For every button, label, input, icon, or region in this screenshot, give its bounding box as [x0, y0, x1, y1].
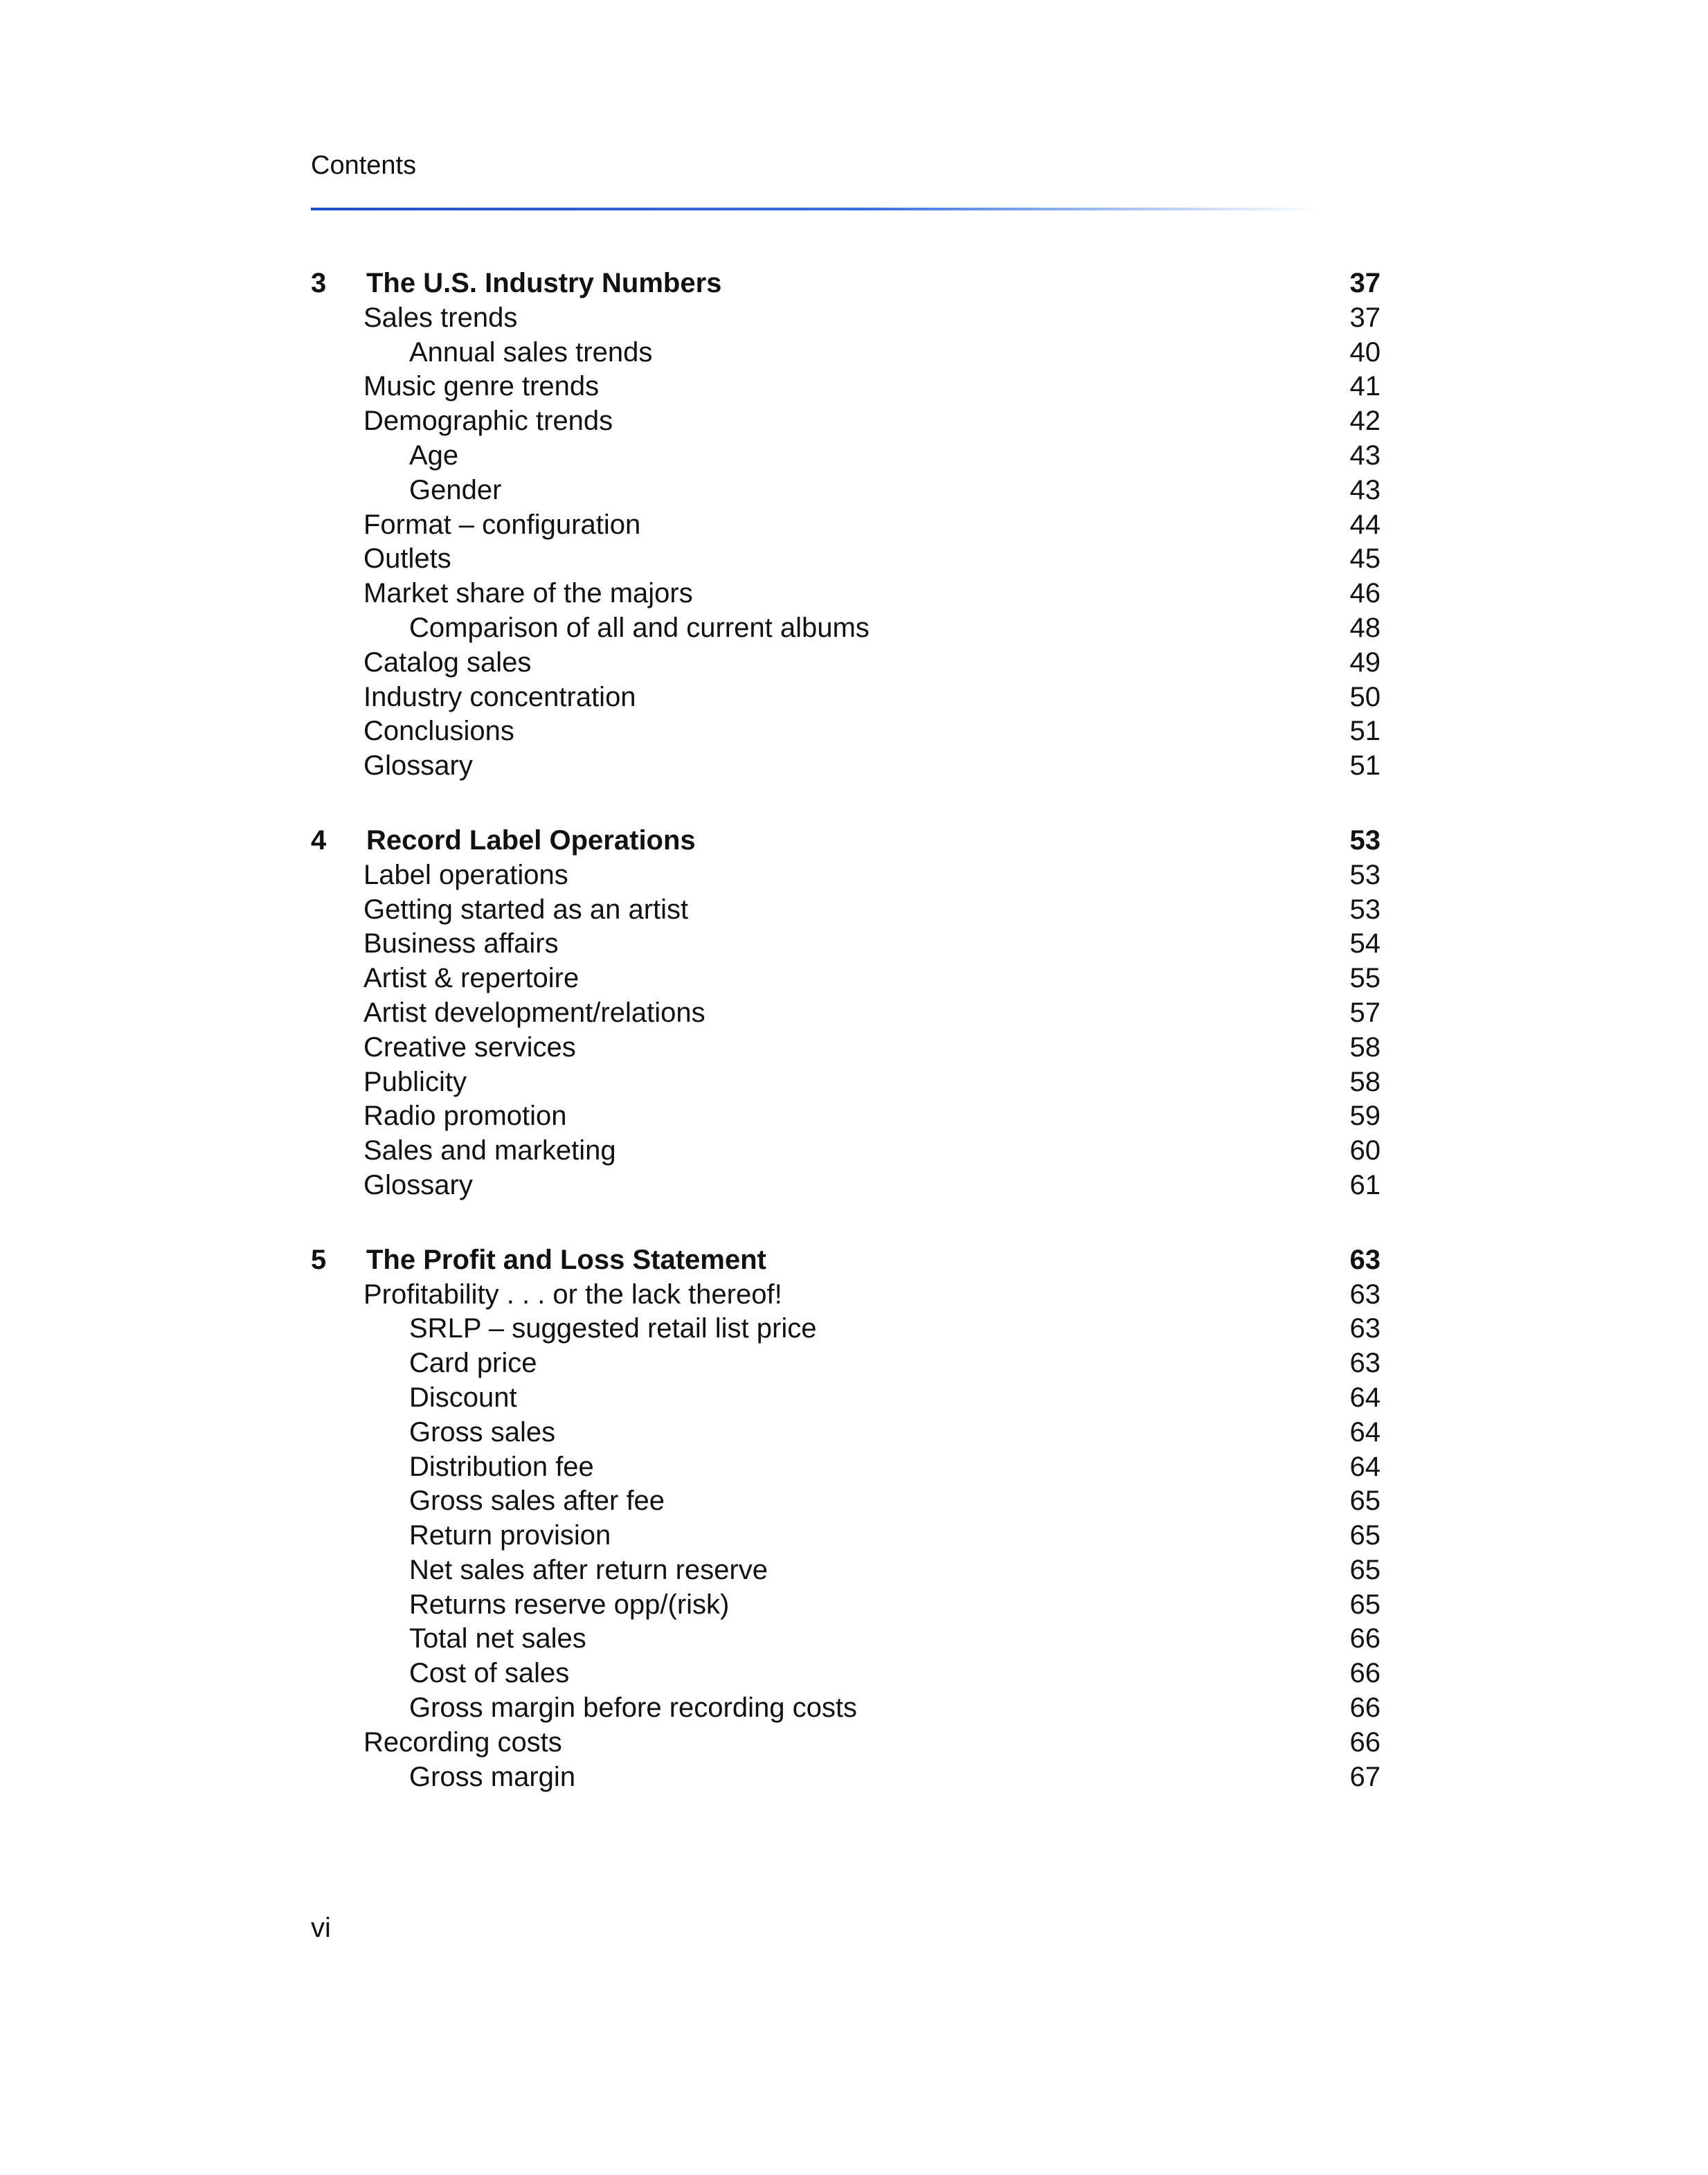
- entry-label: Market share of the majors: [363, 578, 693, 609]
- chapter-number: 5: [311, 1244, 327, 1275]
- entry-page-number: 41: [1349, 371, 1381, 402]
- entry-label: Distribution fee: [409, 1451, 594, 1482]
- entry-page-number: 43: [1349, 440, 1381, 471]
- chapter-heading[interactable]: [311, 1243, 1381, 1278]
- entry-page-number: 53: [1349, 894, 1381, 925]
- toc-subentry[interactable]: [311, 473, 1381, 508]
- entry-label: Return provision: [409, 1520, 611, 1551]
- chapter-heading[interactable]: [311, 267, 1381, 301]
- entry-page-number: 53: [1349, 859, 1381, 890]
- entry-page-number: 37: [1349, 302, 1381, 333]
- entry-page-number: 65: [1349, 1554, 1381, 1585]
- toc-subentry[interactable]: [311, 1381, 1381, 1416]
- chapter-title: The Profit and Loss Statement: [366, 1244, 766, 1275]
- entry-page-number: 65: [1349, 1520, 1381, 1551]
- chapter-title: The U.S. Industry Numbers: [366, 268, 722, 298]
- entry-page-number: 45: [1349, 543, 1381, 575]
- entry-page-number: 66: [1349, 1726, 1381, 1758]
- entry-page-number: 50: [1349, 681, 1381, 712]
- entry-page-number: 64: [1349, 1416, 1381, 1447]
- toc-entry[interactable]: [311, 858, 1381, 893]
- chapter-title: Record Label Operations: [366, 824, 696, 856]
- toc-subentry[interactable]: [311, 1312, 1381, 1346]
- entry-label: Glossary: [363, 750, 473, 782]
- toc-entry[interactable]: [311, 1278, 1381, 1312]
- entry-label: Recording costs: [363, 1726, 562, 1758]
- entry-page-number: 57: [1349, 997, 1381, 1028]
- entry-label: Gross sales after fee: [409, 1486, 665, 1517]
- entry-page-number: 55: [1349, 963, 1381, 994]
- entry-label: Discount: [409, 1382, 517, 1413]
- entry-label: Comparison of all and current albums: [409, 612, 870, 643]
- entry-label: Age: [409, 440, 459, 471]
- toc-entry[interactable]: [311, 962, 1381, 996]
- entry-page-number: 65: [1349, 1589, 1381, 1620]
- entry-page-number: 58: [1349, 1031, 1381, 1063]
- toc-chapter: [311, 267, 1381, 784]
- toc-subentry[interactable]: [311, 611, 1381, 646]
- page-folio: vi: [311, 1913, 331, 1943]
- entry-label: Format – configuration: [363, 509, 641, 540]
- entry-label: Gender: [409, 474, 502, 505]
- chapter-number: 3: [311, 268, 327, 298]
- toc-subentry[interactable]: [311, 1588, 1381, 1623]
- entry-label: Conclusions: [363, 716, 514, 747]
- entry-label: Glossary: [363, 1169, 473, 1200]
- toc-entry[interactable]: [311, 1726, 1381, 1760]
- entry-page-number: 44: [1349, 509, 1381, 540]
- entry-label: Sales and marketing: [363, 1135, 616, 1166]
- toc-entry[interactable]: [311, 893, 1381, 928]
- entry-page-number: 66: [1349, 1658, 1381, 1689]
- toc-entry[interactable]: [311, 542, 1381, 577]
- entry-label: Net sales after return reserve: [409, 1554, 768, 1585]
- header-rule: [311, 208, 1322, 210]
- toc-entry[interactable]: [311, 714, 1381, 749]
- entry-page-number: 65: [1349, 1486, 1381, 1517]
- entry-page-number: 61: [1349, 1169, 1381, 1200]
- entry-page-number: 66: [1349, 1693, 1381, 1724]
- toc-subentry[interactable]: [311, 1622, 1381, 1657]
- toc-chapter: [311, 1243, 1381, 1795]
- toc-entry[interactable]: [311, 1031, 1381, 1065]
- entry-page-number: 46: [1349, 578, 1381, 609]
- entry-label: Business affairs: [363, 928, 559, 959]
- entry-label: Gross margin before recording costs: [409, 1693, 857, 1724]
- entry-label: Returns reserve opp/(risk): [409, 1589, 730, 1620]
- toc-entry[interactable]: [311, 996, 1381, 1031]
- toc-entry[interactable]: [311, 646, 1381, 680]
- entry-page-number: 63: [1349, 1279, 1381, 1310]
- toc-chapter: [311, 824, 1381, 1203]
- toc-subentry[interactable]: [311, 1760, 1381, 1795]
- chapter-number: 4: [311, 824, 327, 856]
- entry-label: Card price: [409, 1348, 537, 1379]
- toc-subentry[interactable]: [311, 1691, 1381, 1726]
- entry-label: Music genre trends: [363, 371, 600, 402]
- toc-subentry[interactable]: [311, 1553, 1381, 1588]
- entry-page-number: 63: [1349, 1313, 1381, 1344]
- entry-label: Total net sales: [409, 1623, 586, 1654]
- toc-entry[interactable]: [311, 1134, 1381, 1168]
- entry-page-number: 48: [1349, 612, 1381, 643]
- toc-entry[interactable]: [311, 301, 1381, 336]
- entry-page-number: 58: [1349, 1066, 1381, 1097]
- entry-label: Cost of sales: [409, 1658, 570, 1689]
- toc-entry[interactable]: [311, 1065, 1381, 1100]
- toc-entry[interactable]: [311, 404, 1381, 439]
- toc-subentry[interactable]: [311, 1416, 1381, 1450]
- toc-entry[interactable]: [311, 680, 1381, 715]
- entry-page-number: 42: [1349, 406, 1381, 437]
- entry-page-number: 51: [1349, 750, 1381, 782]
- chapter-page-number: 53: [1349, 824, 1381, 856]
- entry-label: Artist & repertoire: [363, 963, 579, 994]
- entry-label: Artist development/relations: [363, 997, 705, 1028]
- entry-page-number: 43: [1349, 474, 1381, 505]
- entry-label: Annual sales trends: [409, 336, 653, 368]
- table-of-contents: [311, 267, 1381, 1794]
- entry-page-number: 64: [1349, 1451, 1381, 1482]
- entry-label: Profitability . . . or the lack thereof!: [363, 1279, 782, 1310]
- entry-label: Label operations: [363, 859, 568, 890]
- toc-entry[interactable]: [311, 508, 1381, 543]
- toc-subentry[interactable]: [311, 1484, 1381, 1519]
- toc-entry[interactable]: [311, 927, 1381, 962]
- toc-subentry[interactable]: [311, 336, 1381, 370]
- entry-page-number: 64: [1349, 1382, 1381, 1413]
- entry-label: Outlets: [363, 543, 451, 575]
- entry-page-number: 63: [1349, 1348, 1381, 1379]
- entry-page-number: 40: [1349, 336, 1381, 368]
- toc-entry[interactable]: [311, 1099, 1381, 1134]
- entry-label: Sales trends: [363, 302, 518, 333]
- entry-page-number: 49: [1349, 647, 1381, 678]
- entry-page-number: 66: [1349, 1623, 1381, 1654]
- entry-page-number: 51: [1349, 716, 1381, 747]
- entry-label: Gross sales: [409, 1416, 556, 1447]
- toc-subentry[interactable]: [311, 1346, 1381, 1381]
- entry-label: Demographic trends: [363, 406, 613, 437]
- chapter-heading[interactable]: [311, 824, 1381, 858]
- toc-subentry[interactable]: [311, 1519, 1381, 1553]
- entry-label: Publicity: [363, 1066, 467, 1097]
- toc-entry[interactable]: [311, 749, 1381, 784]
- entry-label: Industry concentration: [363, 681, 636, 712]
- entry-label: Catalog sales: [363, 647, 532, 678]
- entry-label: Getting started as an artist: [363, 894, 689, 925]
- running-head: Contents: [311, 151, 417, 180]
- chapter-page-number: 37: [1349, 268, 1381, 298]
- entry-label: Creative services: [363, 1031, 576, 1063]
- entry-page-number: 54: [1349, 928, 1381, 959]
- toc-subentry[interactable]: [311, 439, 1381, 473]
- toc-entry[interactable]: [311, 1168, 1381, 1203]
- entry-page-number: 60: [1349, 1135, 1381, 1166]
- entry-label: Gross margin: [409, 1761, 576, 1792]
- toc-subentry[interactable]: [311, 1657, 1381, 1691]
- toc-entry[interactable]: [311, 577, 1381, 611]
- toc-entry[interactable]: [311, 370, 1381, 404]
- entry-page-number: 59: [1349, 1101, 1381, 1132]
- entry-page-number: 67: [1349, 1761, 1381, 1792]
- entry-label: Radio promotion: [363, 1101, 567, 1132]
- chapter-page-number: 63: [1349, 1244, 1381, 1275]
- toc-subentry[interactable]: [311, 1450, 1381, 1485]
- entry-label: SRLP – suggested retail list price: [409, 1313, 817, 1344]
